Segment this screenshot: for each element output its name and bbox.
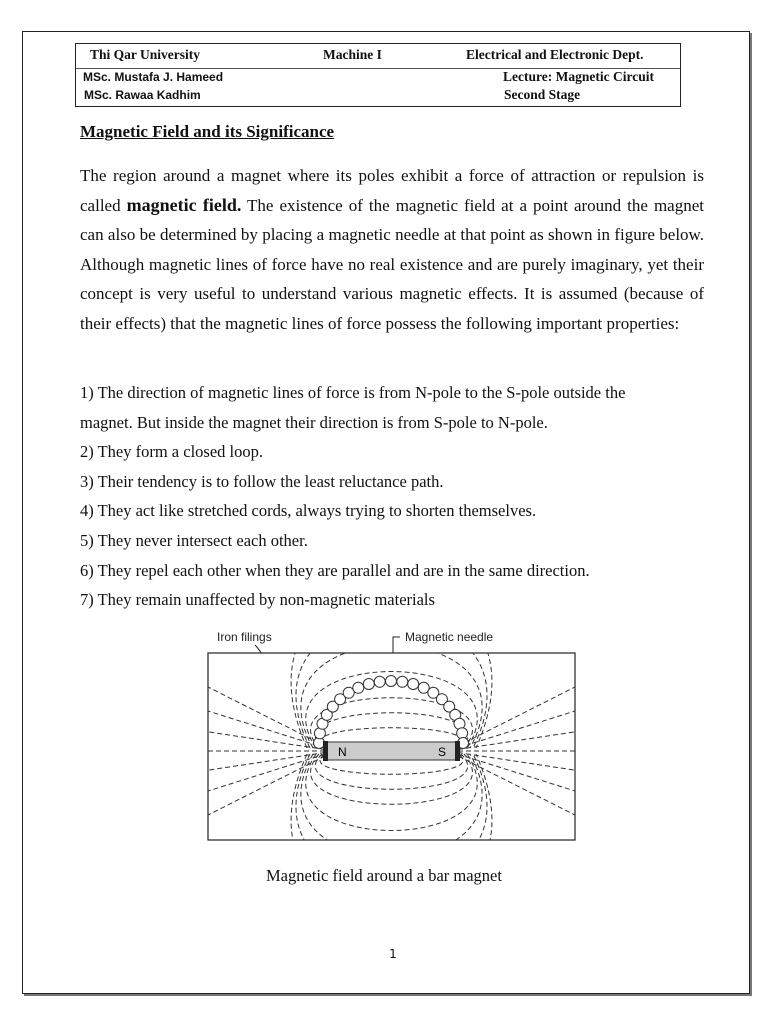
page-number: 1 xyxy=(389,947,397,961)
list-item: 7) They remain unaffected by non-magnetic materials xyxy=(80,590,435,610)
compass-needle-icon xyxy=(408,679,419,690)
university-name: Thi Qar University xyxy=(90,47,201,62)
list-item: 3) Their tendency is to follow the least reluctance path. xyxy=(80,471,444,491)
compass-needle-icon xyxy=(374,676,385,687)
header-row-top xyxy=(76,44,680,69)
list-item: 2) They form a closed loop. xyxy=(80,442,263,462)
list-item: 1) The direction of magnetic lines of force is from N-pole to the S-pole outside the xyxy=(80,383,626,402)
iron-filings-label: Iron filings xyxy=(217,630,272,644)
compass-needle-icon xyxy=(397,676,408,687)
south-pole-label: S xyxy=(438,745,447,759)
lecturer-2: MSc. Rawaa Kadhim xyxy=(84,88,201,102)
lecture-topic: Lecture: Magnetic Circuit xyxy=(503,69,654,84)
paragraph-text-1: The region around a magnet where its poles exhibit a force of attraction or repulsion is called xyxy=(80,166,704,215)
lecturer-1: MSc. Mustafa J. Hameed xyxy=(83,70,224,84)
magnetic-needle-label: Magnetic needle xyxy=(405,630,494,644)
properties-list xyxy=(80,378,710,615)
section-title: Magnetic Field and its Significance xyxy=(80,122,335,141)
course-name: Machine I xyxy=(323,47,382,62)
list-item: 4) They act like stretched cords, always trying to shorten themselves. xyxy=(80,501,537,521)
paragraph-text-2: The existence of the magnetic field at a point around the magnet can also be determined by placing a magnetic needle at that point as shown in figure below. Although magnetic lines of force have no real existence and are purely imaginary, yet their concept is very useful to understand various magnetic effects. It is assumed (because of their effects) that the magnetic lines of force possess the following important properties: xyxy=(80,195,704,333)
compass-needle-icon xyxy=(353,682,364,693)
list-item: magnet. But inside the magnet their direction is from S-pole to N-pole. xyxy=(80,412,548,432)
department-name: Electrical and Electronic Dept. xyxy=(466,47,644,62)
paragraph-bold-term: magnetic field. xyxy=(126,194,242,215)
compass-needle-icon xyxy=(363,679,374,690)
stage: Second Stage xyxy=(504,87,581,102)
list-item: 6) They repel each other when they are parallel and are in the same direction. xyxy=(80,560,590,580)
list-item: 5) They never intersect each other. xyxy=(80,530,308,550)
compass-needle-icon xyxy=(386,676,397,687)
bar-magnet-figure xyxy=(205,625,580,845)
header-row-bottom xyxy=(76,69,680,106)
figure-caption: Magnetic field around a bar magnet xyxy=(266,866,502,885)
intro-paragraph xyxy=(80,161,704,339)
header-table xyxy=(75,43,681,107)
north-pole-label: N xyxy=(338,745,347,759)
